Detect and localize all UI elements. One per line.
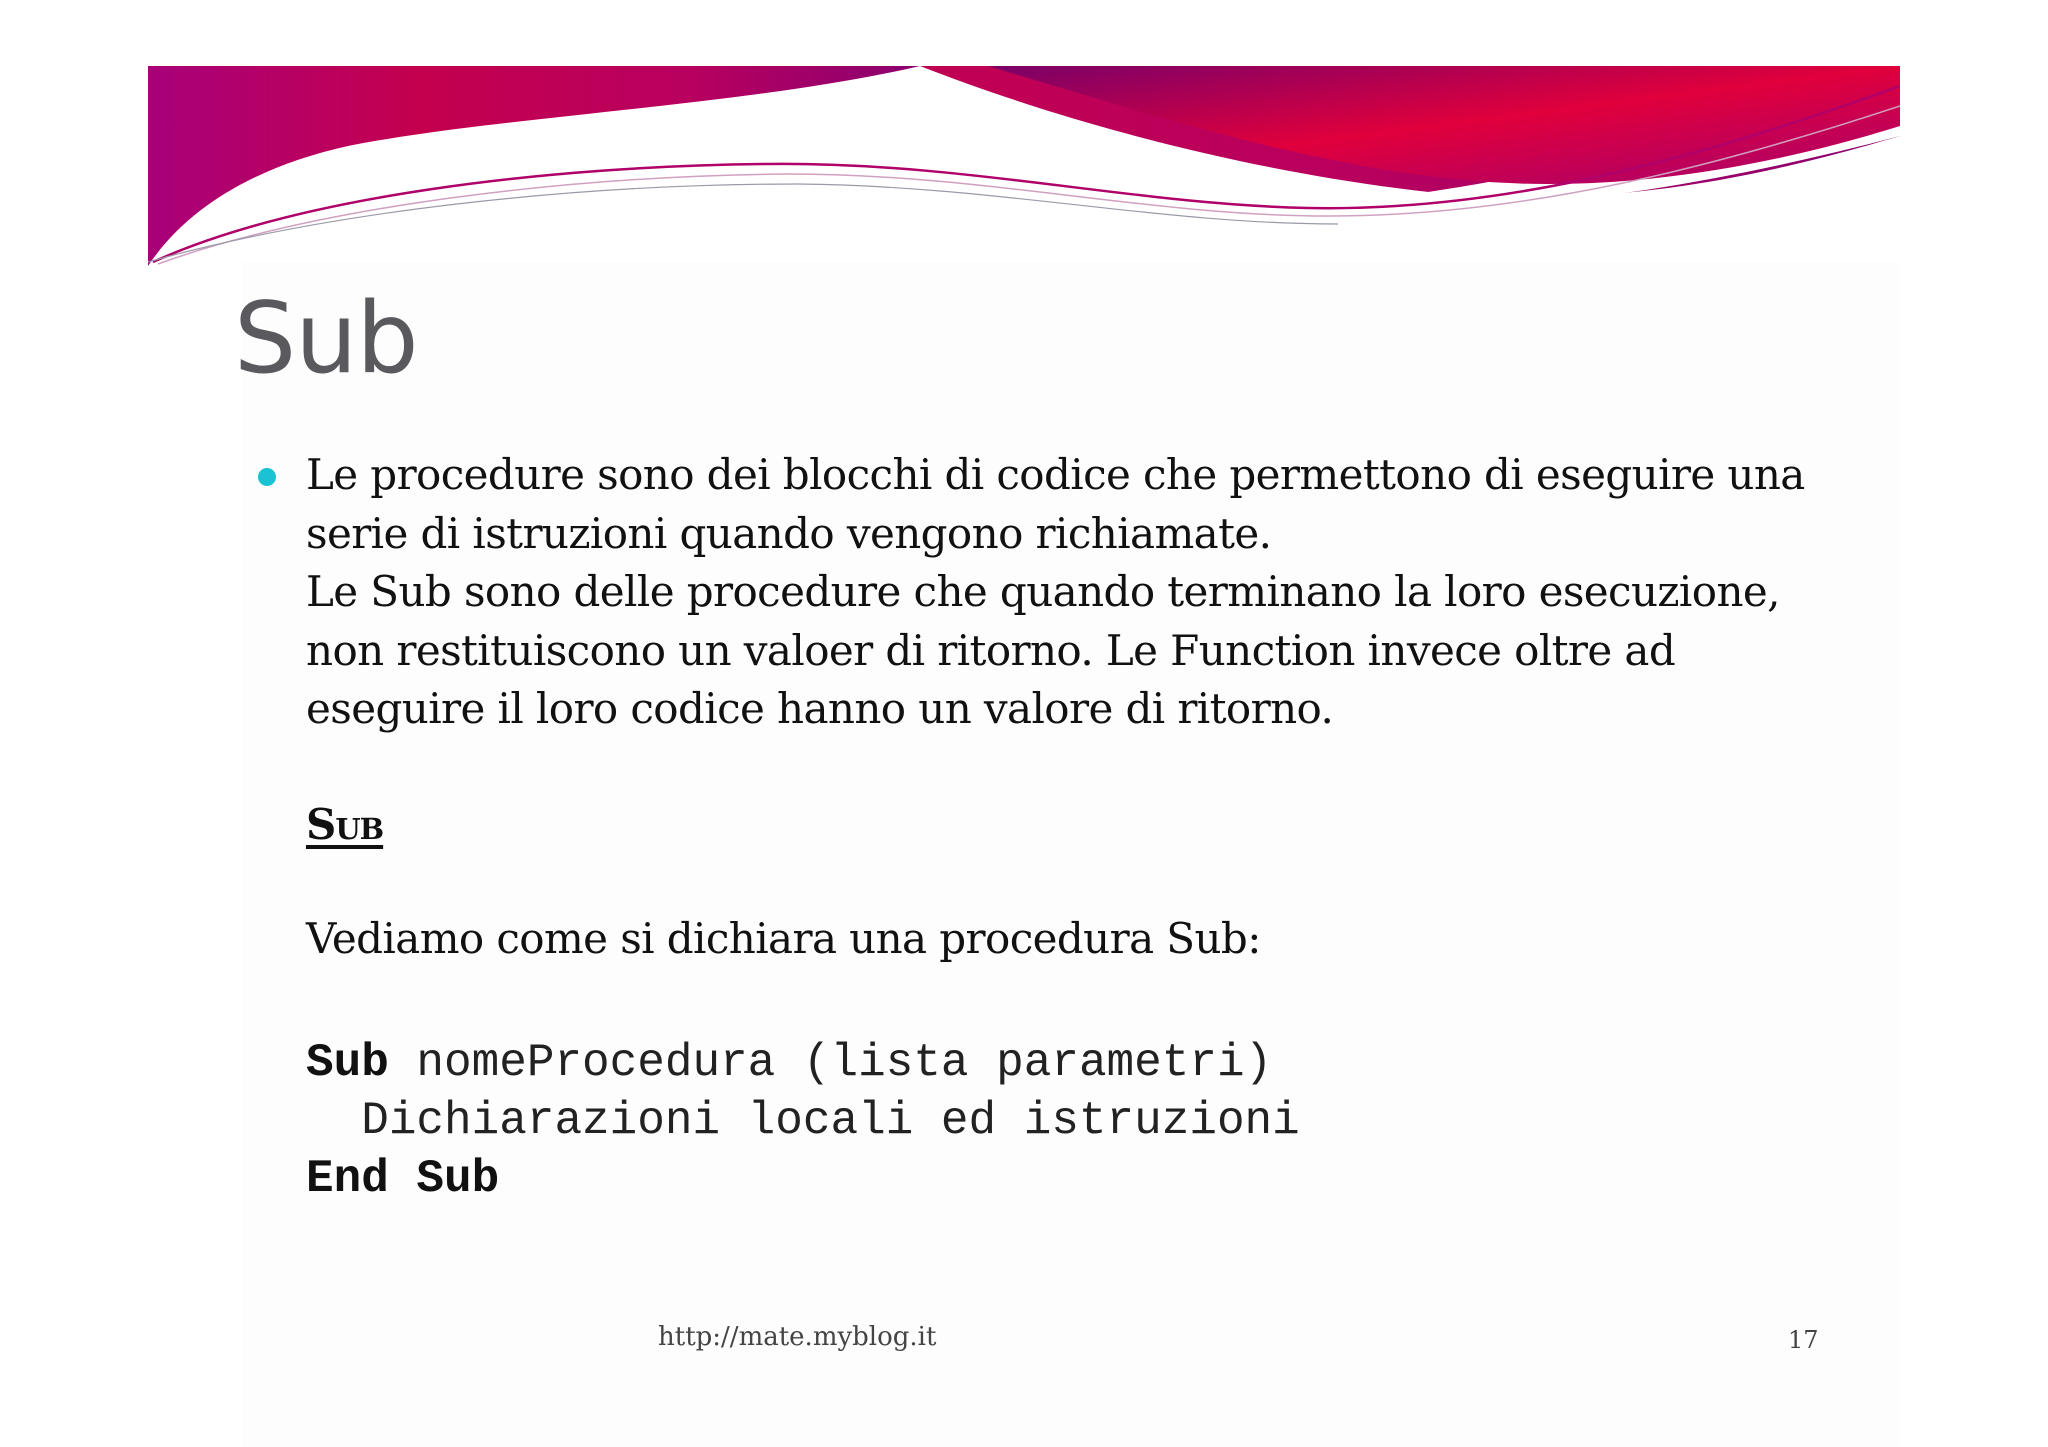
footer-url: http://mate.myblog.it [658, 1322, 937, 1352]
paragraph-line: Le Sub sono delle procedure che quando terminano la loro esecuzione, [306, 567, 1780, 616]
code-text: nomeProcedura (lista parametri) [388, 1037, 1273, 1089]
paragraph-line: Le procedure sono dei blocchi di codice che permettono di eseguire una [306, 450, 1805, 499]
code-text: Dichiarazioni locali ed istruzioni [306, 1095, 1300, 1147]
content-panel [242, 262, 1900, 1447]
bullet-paragraph [306, 446, 1866, 739]
paragraph-line: serie di istruzioni quando vengono richiamate. [306, 508, 1272, 558]
intro-text: Vediamo come si dichiara una procedura Sub: [306, 914, 1261, 963]
paragraph-line: non restituiscono un valoer di ritorno. Le Function invece oltre ad [306, 625, 1676, 675]
page-number: 17 [1788, 1326, 1819, 1354]
section-heading: Sub [306, 800, 384, 849]
bullet-icon [258, 468, 276, 486]
paragraph-line: eseguire il loro codice hanno un valore di ritorno. [306, 684, 1334, 733]
code-block [306, 1034, 1300, 1208]
header-wave-banner [148, 66, 1900, 266]
code-keyword: End Sub [306, 1153, 500, 1205]
slide-title: Sub [234, 282, 418, 396]
code-keyword: Sub [306, 1037, 389, 1089]
